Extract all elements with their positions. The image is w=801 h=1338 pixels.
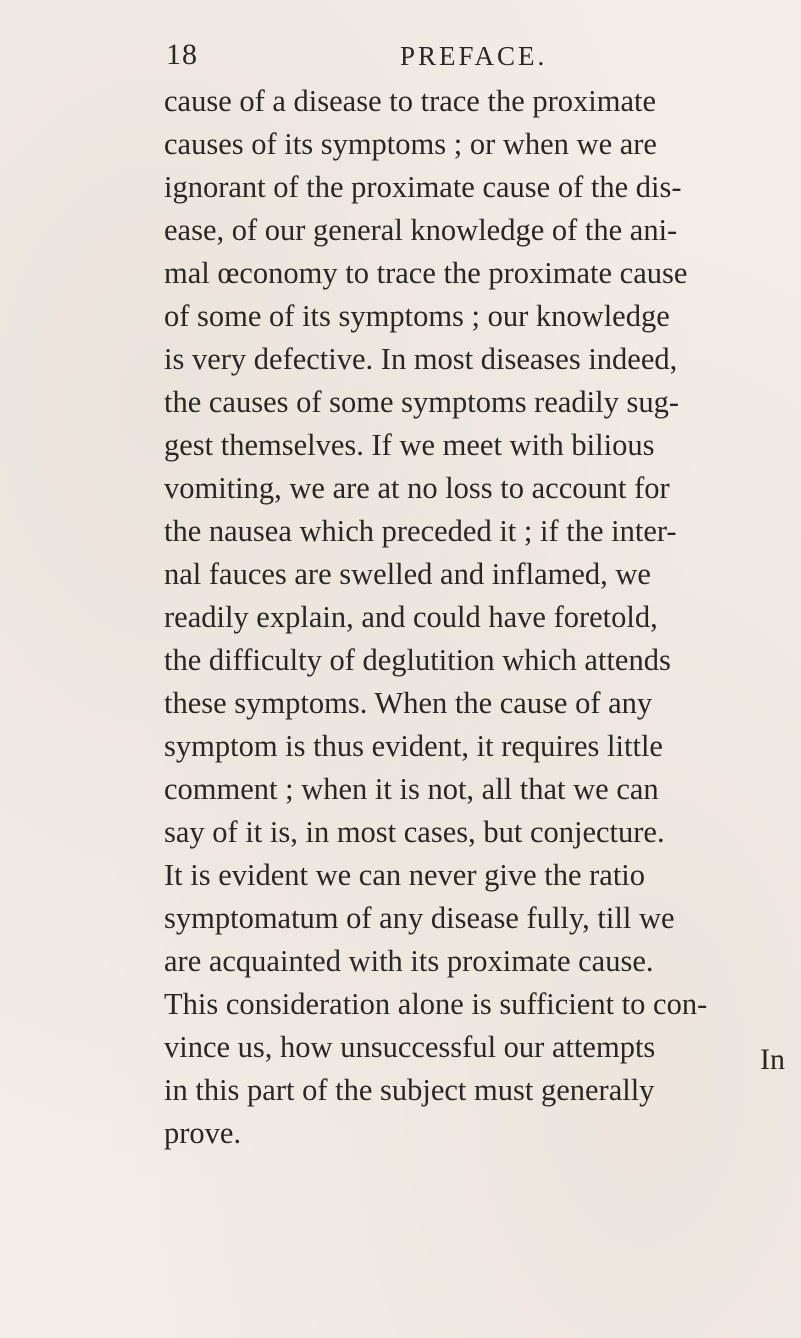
text-line: in this part of the subject must generally — [164, 1073, 655, 1107]
text-line: prove. — [164, 1116, 242, 1150]
text-line: causes of its symptoms ; or when we are — [164, 127, 657, 161]
text-line: It is evident we can never give the ratio — [164, 858, 646, 892]
body-text — [164, 80, 801, 1155]
text-line: vince us, how unsuccessful our attempts — [164, 1030, 656, 1064]
text-line: is very defective. In most diseases indeed, — [164, 342, 678, 376]
text-line: say of it is, in most cases, but conjecture. — [164, 815, 665, 849]
text-line: of some of its symptoms ; our knowledge — [164, 299, 670, 333]
text-line: mal œconomy to trace the proximate cause — [164, 256, 688, 290]
text-line: are acquainted with its proximate cause. — [164, 944, 654, 978]
text-line: readily explain, and could have foretold, — [164, 600, 658, 634]
text-line: these symptoms. When the cause of any — [164, 686, 653, 720]
catchword: In — [760, 1043, 785, 1076]
running-head: PREFACE. — [400, 41, 548, 71]
page-header — [0, 38, 801, 78]
text-line: the causes of some symptoms readily sug- — [164, 385, 680, 419]
text-line: ignorant of the proximate cause of the dis- — [164, 170, 682, 204]
text-line: This consideration alone is sufficient to con- — [164, 987, 708, 1021]
text-line: the nausea which preceded it ; if the inter- — [164, 514, 677, 548]
text-line: comment ; when it is not, all that we can — [164, 772, 659, 806]
text-line: nal fauces are swelled and inflamed, we — [164, 557, 651, 591]
text-line: ease, of our general knowledge of the ani- — [164, 213, 678, 247]
text-line: vomiting, we are at no loss to account for — [164, 471, 670, 505]
text-line: the difficulty of deglutition which attends — [164, 643, 671, 677]
text-line: gest themselves. If we meet with bilious — [164, 428, 655, 462]
page-number: 18 — [166, 38, 198, 71]
text-line: symptom is thus evident, it requires little — [164, 729, 663, 763]
text-line: symptomatum of any disease fully, till we — [164, 901, 675, 935]
text-line: cause of a disease to trace the proximate — [164, 84, 657, 118]
